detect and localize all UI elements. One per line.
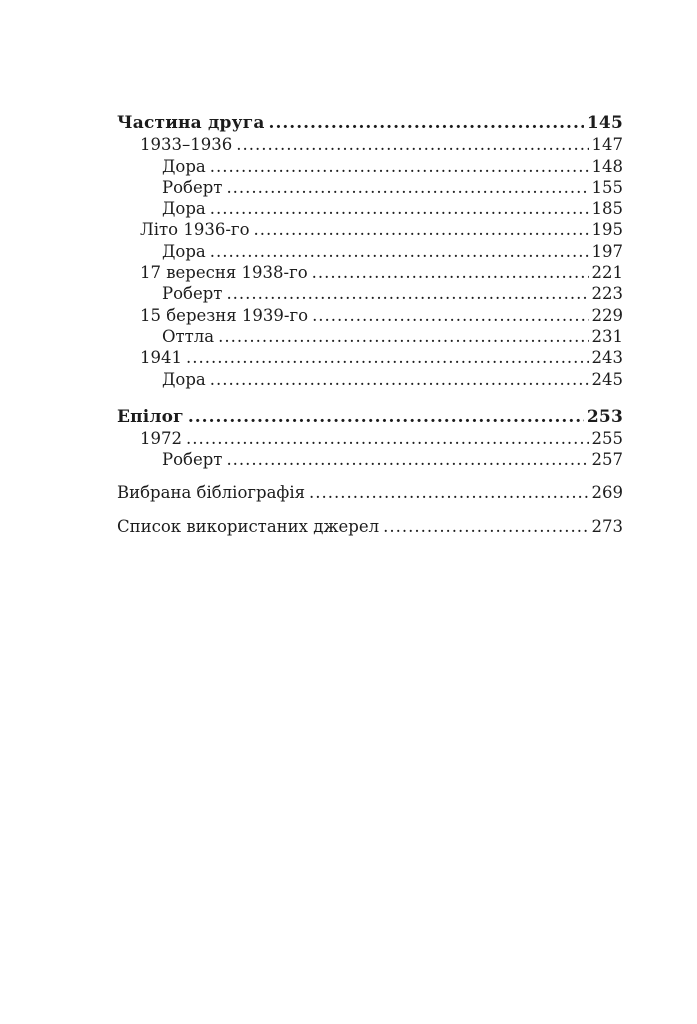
dot-leader [226,449,588,470]
toc-entry-label: Вибрана бібліографія [117,482,306,502]
toc-page-number: 145 [586,113,623,133]
toc-entry-label: Літо 1936-го [140,220,250,240]
toc-entry-label: 1972 [140,429,182,449]
dot-leader [309,482,588,503]
toc-entry-label: 1941 [140,348,182,368]
toc-entry [117,262,623,283]
dot-leader [226,283,588,304]
toc-entry [117,407,623,428]
dot-leader [312,305,588,326]
toc-entry [117,113,623,134]
dot-leader [186,347,589,368]
toc-entry [117,283,623,304]
toc-page-number: 255 [591,429,623,449]
toc-entry-label: Роберт [162,177,223,197]
toc-entry [117,219,623,240]
dot-leader [210,156,589,177]
dot-leader [210,198,589,219]
toc-page-number: 273 [591,517,623,537]
toc-page-number: 231 [591,326,623,346]
toc-page-number: 253 [586,406,623,427]
dot-leader [188,407,584,428]
dot-leader [218,326,588,347]
toc-page-number: 195 [591,220,623,240]
toc-entry [117,449,623,470]
toc-page-number: 185 [591,199,623,219]
toc-page-number: 223 [591,284,623,304]
table-of-contents [117,113,623,537]
toc-entry [117,177,623,198]
dot-leader [210,241,589,262]
dot-leader [186,428,589,449]
toc-entry [117,198,623,219]
toc-entry-label: 1933–1936 [140,135,233,155]
toc-page-number: 243 [591,348,623,368]
toc-page-number: 229 [591,305,623,325]
toc-entry-label: Дора [162,369,206,389]
toc-entry-label: Список використаних джерел [117,517,380,537]
toc-entry [117,428,623,449]
toc-entry-label: Оттла [162,326,215,346]
toc-entry [117,134,623,155]
toc-page-number: 269 [591,482,623,502]
toc-page-number: 155 [591,177,623,197]
dot-leader [312,262,589,283]
toc-entry-label: Дора [162,241,206,261]
toc-entry-label: 15 березня 1939-го [140,305,309,325]
dot-leader [383,516,588,537]
toc-entry [117,305,623,326]
toc-entry-label: Дора [162,156,206,176]
toc-page-number: 197 [591,241,623,261]
toc-entry [117,326,623,347]
dot-leader [236,134,588,155]
toc-entry [117,516,623,537]
toc-entry [117,241,623,262]
toc-page-number: 147 [591,135,623,155]
toc-entry [117,156,623,177]
dot-leader [254,219,589,240]
toc-entry [117,369,623,390]
toc-entry-label: Роберт [162,450,223,470]
toc-page-number: 221 [591,263,623,283]
dot-leader [210,369,589,390]
toc-entry-label: Дора [162,199,206,219]
toc-entry-label: Епілог [117,406,184,427]
toc-entry [117,347,623,368]
dot-leader [226,177,588,198]
toc-entry-label: 17 вересня 1938-го [140,263,308,283]
toc-entry [117,482,623,503]
toc-page-number: 245 [591,369,623,389]
toc-page-number: 257 [591,450,623,470]
toc-page-number: 148 [591,156,623,176]
toc-entry-label: Роберт [162,284,223,304]
toc-entry-label: Частина друга [117,113,265,133]
dot-leader [269,113,584,134]
